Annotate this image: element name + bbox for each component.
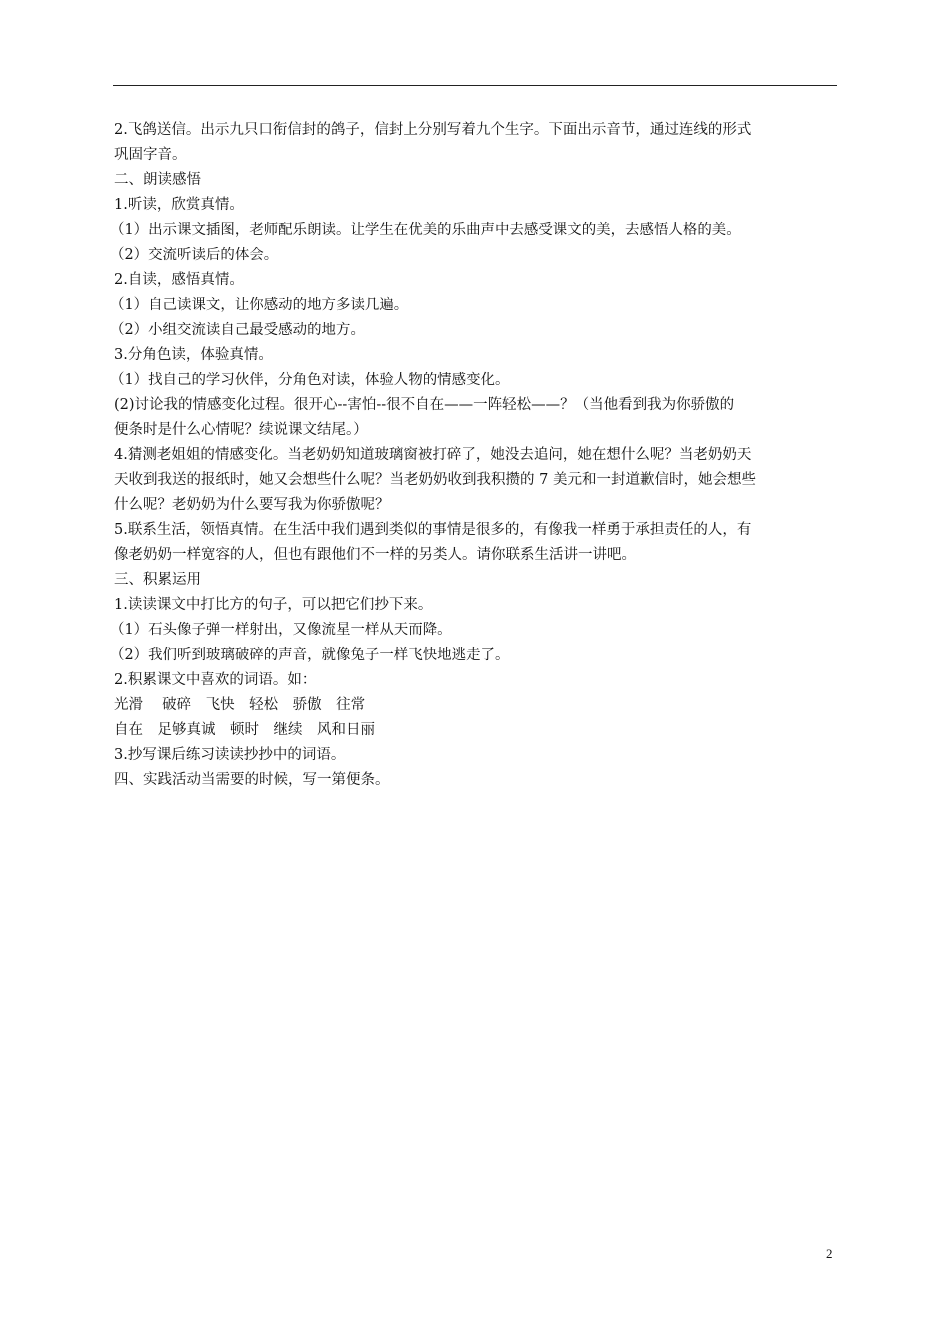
paragraph-line: 2.飞鸽送信。出示九只口衔信封的鸽子，信封上分别写着九个生字。下面出示音节，通过连线的形式 bbox=[114, 122, 752, 138]
paragraph-line: 5.联系生活，领悟真情。在生活中我们遇到类似的事情是很多的，有像我一样勇于承担责任的人，有 bbox=[114, 522, 752, 538]
paragraph-line: 3.抄写课后练习读读抄抄中的词语。 bbox=[114, 747, 346, 763]
paragraph-line: 2.自读，感悟真情。 bbox=[114, 272, 244, 288]
paragraph-line: 4.猜测老姐姐的情感变化。当老奶奶知道玻璃窗被打碎了，她没去追问，她在想什么呢？当老奶奶天 bbox=[114, 447, 752, 463]
page-number: 2 bbox=[826, 1246, 833, 1261]
paragraph-line: （1）石头像子弹一样射出，又像流星一样从天而降。 bbox=[110, 622, 452, 638]
word-list-line: 自在 足够真诚 顿时 继续 风和日丽 bbox=[114, 722, 375, 738]
paragraph-line: 巩固字音。 bbox=[114, 147, 187, 163]
paragraph-line: （2）交流听读后的体会。 bbox=[110, 247, 279, 263]
document-body bbox=[110, 118, 838, 793]
word-list-line: 光滑 破碎 飞快 轻松 骄傲 往常 bbox=[114, 697, 366, 713]
paragraph-line: （2）小组交流读自己最受感动的地方。 bbox=[110, 322, 365, 338]
section-heading: 三、积累运用 bbox=[114, 572, 201, 588]
paragraph-line: (2)讨论我的情感变化过程。很开心--害怕--很不自在——一阵轻松——？（当他看到我为你骄傲的 bbox=[114, 397, 735, 413]
paragraph-line: （1）找自己的学习伙伴，分角色对读，体验人物的情感变化。 bbox=[110, 372, 510, 388]
paragraph-line: （2）我们听到玻璃破碎的声音，就像兔子一样飞快地逃走了。 bbox=[110, 647, 510, 663]
paragraph-line: 1.听读，欣赏真情。 bbox=[114, 197, 244, 213]
paragraph-line: 1.读读课文中打比方的句子，可以把它们抄下来。 bbox=[114, 597, 433, 613]
header-rule bbox=[113, 85, 837, 86]
paragraph-line: 像老奶奶一样宽容的人，但也有跟他们不一样的另类人。请你联系生活讲一讲吧。 bbox=[114, 547, 636, 563]
paragraph-line: 2.积累课文中喜欢的词语。如： bbox=[114, 672, 317, 688]
paragraph-line: 什么呢？老奶奶为什么要写我为你骄傲呢？ bbox=[114, 497, 390, 513]
paragraph-line: 便条时是什么心情呢？续说课文结尾。） bbox=[114, 422, 368, 438]
paragraph-line: 天收到我送的报纸时，她又会想些什么呢？当老奶奶收到我积攒的 7 美元和一封道歉信时，她会想些 bbox=[114, 472, 756, 488]
paragraph-line: 3.分角色读，体验真情。 bbox=[114, 347, 273, 363]
section-heading: 四、实践活动当需要的时候，写一第便条。 bbox=[114, 772, 390, 788]
section-heading: 二、朗读感悟 bbox=[114, 172, 201, 188]
paragraph-line: （1）出示课文插图，老师配乐朗读。让学生在优美的乐曲声中去感受课文的美，去感悟人格的美。 bbox=[110, 222, 741, 238]
paragraph-line: （1）自己读课文，让你感动的地方多读几遍。 bbox=[110, 297, 409, 313]
